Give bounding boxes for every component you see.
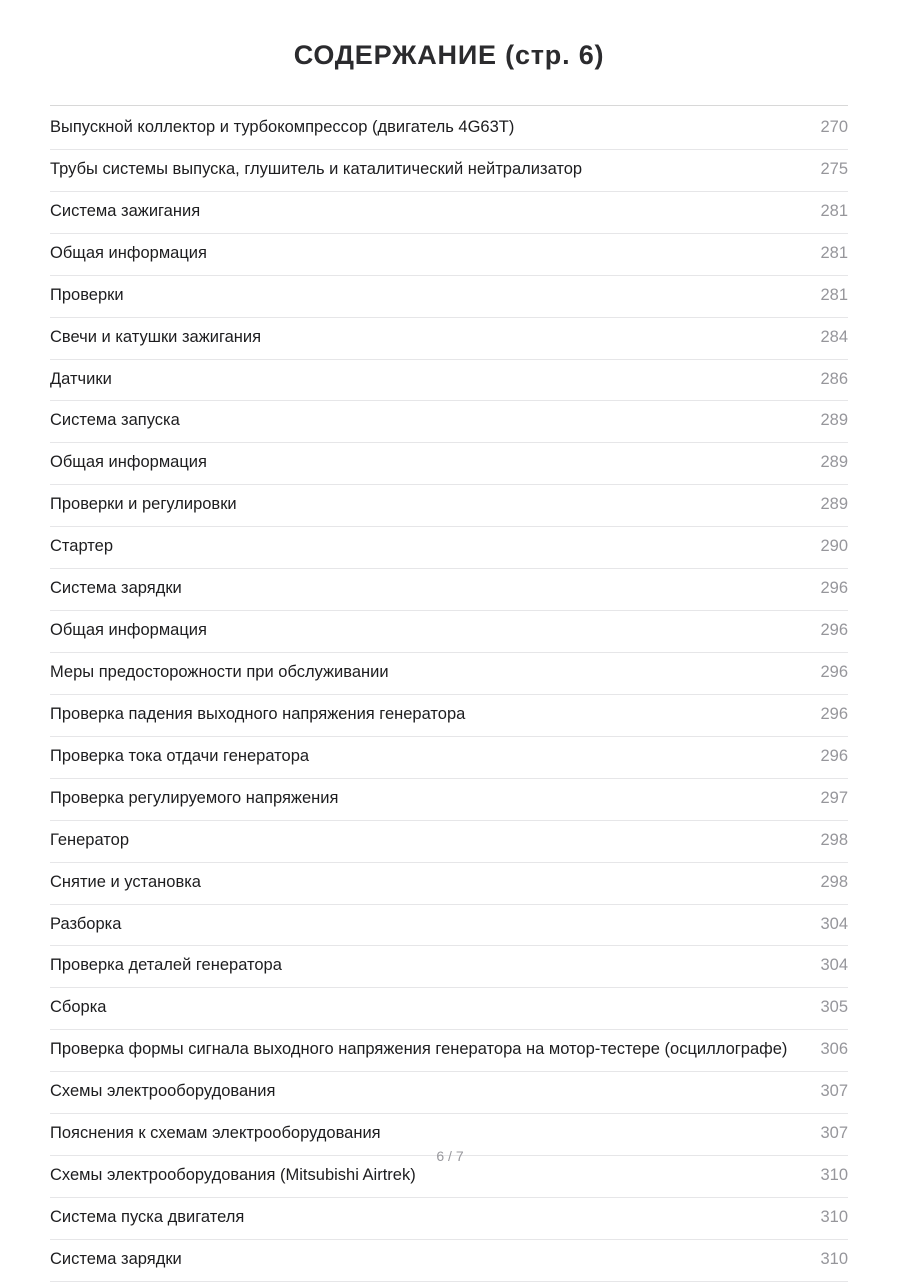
toc-entry-label: Проверки: [50, 285, 124, 304]
toc-entry[interactable]: [50, 443, 848, 485]
toc-entry[interactable]: [50, 611, 848, 653]
toc-entry-page-number: 281: [820, 201, 848, 220]
toc-entry-label: Проверка падения выходного напряжения генератора: [50, 704, 466, 723]
toc-entry-label: Датчики: [50, 369, 112, 388]
toc-entry[interactable]: [50, 527, 848, 569]
toc-entry[interactable]: [50, 1240, 848, 1282]
toc-list: [50, 108, 848, 1282]
toc-entry[interactable]: [50, 192, 848, 234]
toc-entry-page-number: 296: [820, 579, 848, 598]
toc-entry-page-number: 281: [820, 243, 848, 262]
toc-entry-label: Свечи и катушки зажигания: [50, 327, 262, 346]
toc-entry-page-number: 290: [820, 537, 848, 556]
toc-entry-page-number: 306: [820, 1040, 848, 1059]
toc-entry-label: Система зарядки: [50, 1249, 182, 1268]
toc-entry-page-number: 286: [820, 369, 848, 388]
toc-entry[interactable]: [50, 569, 848, 611]
toc-entry-page-number: 275: [820, 159, 848, 178]
toc-entry-page-number: 296: [820, 662, 848, 681]
toc-entry[interactable]: [50, 1198, 848, 1240]
toc-entry-label: Разборка: [50, 914, 122, 933]
toc-entry-label: Проверка тока отдачи генератора: [50, 746, 310, 765]
toc-entry-page-number: 310: [820, 1249, 848, 1268]
toc-entry-label: Генератор: [50, 830, 130, 849]
toc-entry-page-number: 304: [820, 956, 848, 975]
toc-entry-page-number: 298: [820, 830, 848, 849]
toc-entry[interactable]: [50, 653, 848, 695]
toc-entry-label: Система запуска: [50, 411, 180, 430]
toc-entry-page-number: 284: [820, 327, 848, 346]
toc-entry-page-number: 289: [820, 411, 848, 430]
toc-entry-label: Общая информация: [50, 243, 207, 262]
toc-entry-label: Сборка: [50, 998, 107, 1017]
toc-entry-page-number: 310: [820, 1207, 848, 1226]
toc-entry-label: Общая информация: [50, 453, 207, 472]
toc-entry[interactable]: [50, 695, 848, 737]
toc-entry[interactable]: [50, 1030, 848, 1072]
toc-entry[interactable]: [50, 234, 848, 276]
toc-entry[interactable]: [50, 108, 848, 150]
toc-entry-page-number: 307: [820, 1124, 848, 1143]
page-indicator: 6 / 7: [436, 1148, 464, 1164]
toc-entry-page-number: 281: [820, 285, 848, 304]
toc-entry-page-number: 307: [820, 1082, 848, 1101]
toc-entry-label: Система зажигания: [50, 201, 201, 220]
toc-entry-label: Проверка формы сигнала выходного напряжения генератора на мотор-тестере (осциллографе): [50, 1040, 788, 1059]
toc-entry[interactable]: [50, 905, 848, 947]
toc-entry[interactable]: [50, 1072, 848, 1114]
toc-entry-page-number: 270: [820, 118, 848, 136]
toc-entry-page-number: 297: [820, 788, 848, 807]
toc-entry-label: Общая информация: [50, 621, 207, 640]
toc-entry[interactable]: [50, 276, 848, 318]
page-title: СОДЕРЖАНИЕ (стр. 6): [293, 40, 605, 70]
toc-entry-label: Снятие и установка: [50, 872, 201, 891]
toc-entry[interactable]: [50, 779, 848, 821]
toc-entry-page-number: 310: [820, 1166, 848, 1185]
toc-entry-label: Система пуска двигателя: [50, 1207, 245, 1226]
toc-entry[interactable]: [50, 863, 848, 905]
toc-entry-page-number: 289: [820, 495, 848, 514]
toc-entry[interactable]: [50, 150, 848, 192]
toc-entry[interactable]: [50, 946, 848, 988]
toc-entry-label: Схемы электрооборудования: [50, 1082, 276, 1101]
toc-entry[interactable]: [50, 485, 848, 527]
toc-entry-page-number: 296: [820, 704, 848, 723]
toc-entry-page-number: 304: [820, 914, 848, 933]
toc-entry-label: Пояснения к схемам электрооборудования: [50, 1124, 381, 1143]
toc-entry[interactable]: [50, 318, 848, 360]
toc-entry-page-number: 298: [820, 872, 848, 891]
toc-entry[interactable]: [50, 988, 848, 1030]
toc-entry[interactable]: [50, 401, 848, 443]
title-divider: [50, 105, 848, 106]
toc-entry[interactable]: [50, 737, 848, 779]
toc-entry-label: Проверка регулируемого напряжения: [50, 788, 339, 807]
toc-entry-label: Стартер: [50, 537, 114, 556]
toc-entry-page-number: 289: [820, 453, 848, 472]
toc-entry-label: Выпускной коллектор и турбокомпрессор (двигатель 4G63T): [50, 118, 515, 136]
toc-entry-label: Трубы системы выпуска, глушитель и каталитический нейтрализатор: [50, 159, 583, 178]
toc-entry-label: Проверка деталей генератора: [50, 956, 282, 975]
toc-entry-label: Проверки и регулировки: [50, 495, 237, 514]
toc-entry[interactable]: [50, 821, 848, 863]
toc-entry-page-number: 305: [820, 998, 848, 1017]
toc-entry-label: Меры предосторожности при обслуживании: [50, 662, 389, 681]
toc-entry-label: Схемы электрооборудования (Mitsubishi Airtrek): [50, 1166, 416, 1185]
toc-entry-page-number: 296: [820, 746, 848, 765]
toc-entry-label: Система зарядки: [50, 579, 182, 598]
toc-entry-page-number: 296: [820, 621, 848, 640]
toc-entry[interactable]: [50, 360, 848, 402]
